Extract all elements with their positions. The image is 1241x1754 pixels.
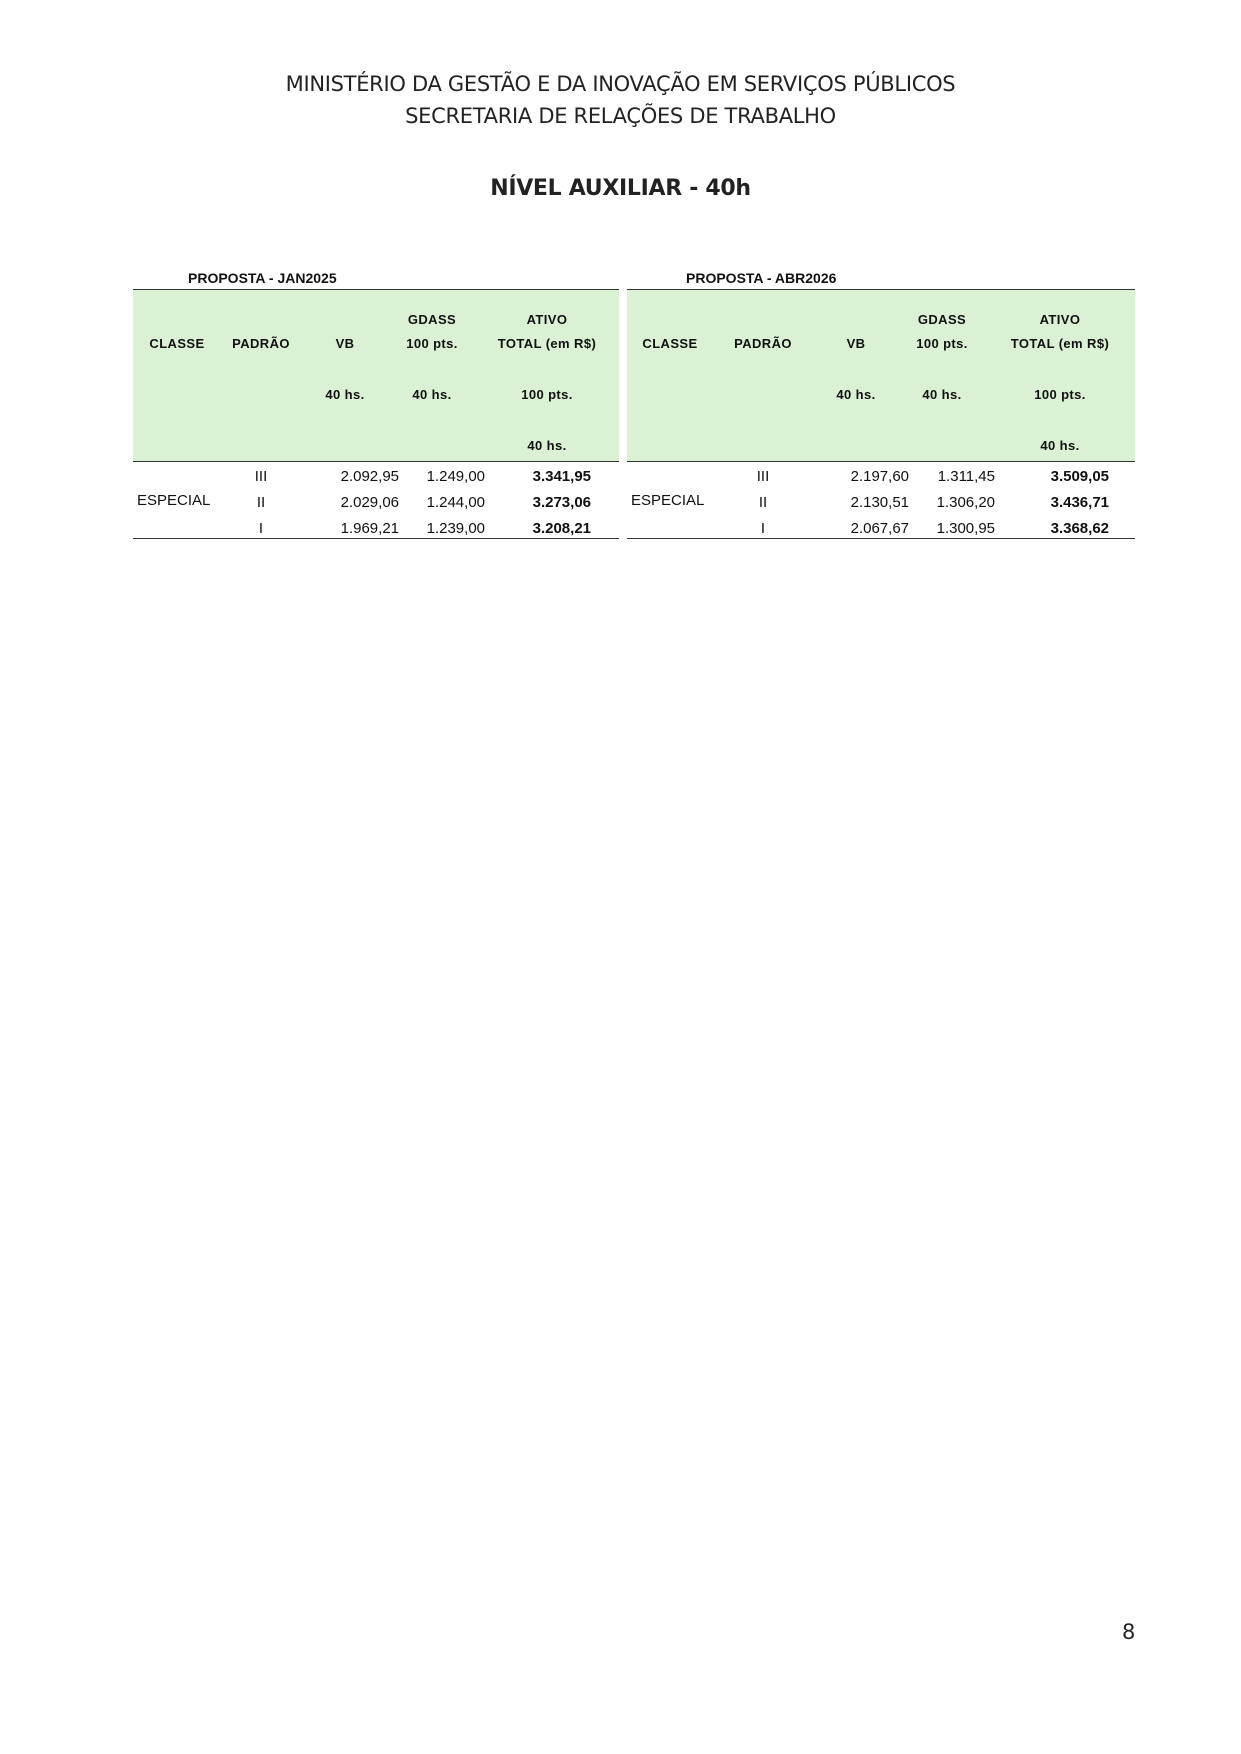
table-row: [627, 519, 1135, 539]
header-vb: [301, 290, 389, 461]
table-row: [627, 493, 1135, 513]
header-classe: [133, 290, 221, 461]
gdass-cell: 1.249,00: [426, 468, 485, 485]
table-row: [133, 493, 619, 513]
header-label: CLASSE: [642, 336, 698, 351]
header-classe: [627, 290, 713, 461]
header-padrao: [221, 290, 301, 461]
gdass-cell: 1.311,45: [937, 468, 995, 485]
table-header: [627, 289, 1135, 462]
classe-cell: ESPECIAL: [631, 492, 705, 509]
classe-cell: ESPECIAL: [137, 492, 211, 509]
gdass-cell: 1.306,20: [936, 494, 995, 511]
header-label: GDASS: [407, 312, 457, 327]
header-label: ATIVO: [526, 312, 568, 327]
salary-table-abr2026: [627, 268, 1135, 539]
total-cell: 3.368,62: [1050, 520, 1109, 537]
vb-cell: 1.969,21: [340, 520, 399, 537]
header-label: PADRÃO: [734, 336, 792, 351]
table-row: [133, 467, 619, 487]
header-label: 100 pts.: [1034, 387, 1086, 402]
table-header: [133, 289, 619, 462]
header-label: CLASSE: [149, 336, 205, 351]
total-cell: 3.341,95: [532, 468, 591, 485]
header-label: VB: [335, 336, 355, 351]
page-number: 8: [1122, 1620, 1136, 1644]
padrao-cell: I: [258, 520, 264, 537]
header-gdass: [899, 290, 985, 461]
header-vb: [813, 290, 899, 461]
vb-cell: 2.197,60: [850, 468, 909, 485]
gdass-cell: 1.239,00: [426, 520, 485, 537]
padrao-cell: I: [760, 520, 766, 537]
vb-cell: 2.067,67: [850, 520, 909, 537]
header-label: 40 hs.: [325, 387, 365, 402]
vb-cell: 2.130,51: [850, 494, 909, 511]
table-row: [627, 467, 1135, 487]
table-row: [133, 519, 619, 539]
vb-cell: 2.092,95: [340, 468, 399, 485]
header-label: 100 pts.: [521, 387, 573, 402]
gdass-cell: 1.300,95: [936, 520, 995, 537]
padrao-cell: III: [756, 468, 770, 485]
header-label: ATIVO: [1039, 312, 1081, 327]
document-title: NÍVEL AUXILIAR - 40h: [490, 176, 751, 201]
header-padrao: [713, 290, 813, 461]
total-cell: 3.273,06: [532, 494, 591, 511]
header-label: 40 hs.: [527, 438, 567, 453]
padrao-cell: II: [758, 494, 768, 511]
header-label: GDASS: [917, 312, 967, 327]
table-body: [627, 462, 1135, 539]
header-ativo: [475, 290, 619, 461]
header-label: 40 hs.: [836, 387, 876, 402]
total-cell: 3.208,21: [532, 520, 591, 537]
header-label: 100 pts.: [406, 336, 458, 351]
header-label: PADRÃO: [232, 336, 290, 351]
header-label: TOTAL (em R$): [497, 336, 597, 351]
table-body: [133, 462, 619, 539]
header-label: 40 hs.: [922, 387, 962, 402]
total-cell: 3.509,05: [1050, 468, 1109, 485]
proposal-title: PROPOSTA - JAN2025: [188, 270, 337, 286]
padrao-cell: III: [254, 468, 268, 485]
header-label: 40 hs.: [1040, 438, 1080, 453]
header-ativo: [985, 290, 1135, 461]
vb-cell: 2.029,06: [340, 494, 399, 511]
total-cell: 3.436,71: [1050, 494, 1109, 511]
header-label: TOTAL (em R$): [1010, 336, 1110, 351]
secretaria-title: SECRETARIA DE RELAÇÕES DE TRABALHO: [405, 104, 836, 128]
header-gdass: [389, 290, 475, 461]
salary-table-jan2025: [133, 268, 619, 539]
header-label: 100 pts.: [916, 336, 968, 351]
ministry-title: MINISTÉRIO DA GESTÃO E DA INOVAÇÃO EM SERVIÇOS PÚBLICOS: [285, 72, 956, 96]
padrao-cell: II: [256, 494, 266, 511]
header-label: VB: [846, 336, 866, 351]
header-label: 40 hs.: [412, 387, 452, 402]
proposal-title: PROPOSTA - ABR2026: [686, 270, 837, 286]
gdass-cell: 1.244,00: [426, 494, 485, 511]
